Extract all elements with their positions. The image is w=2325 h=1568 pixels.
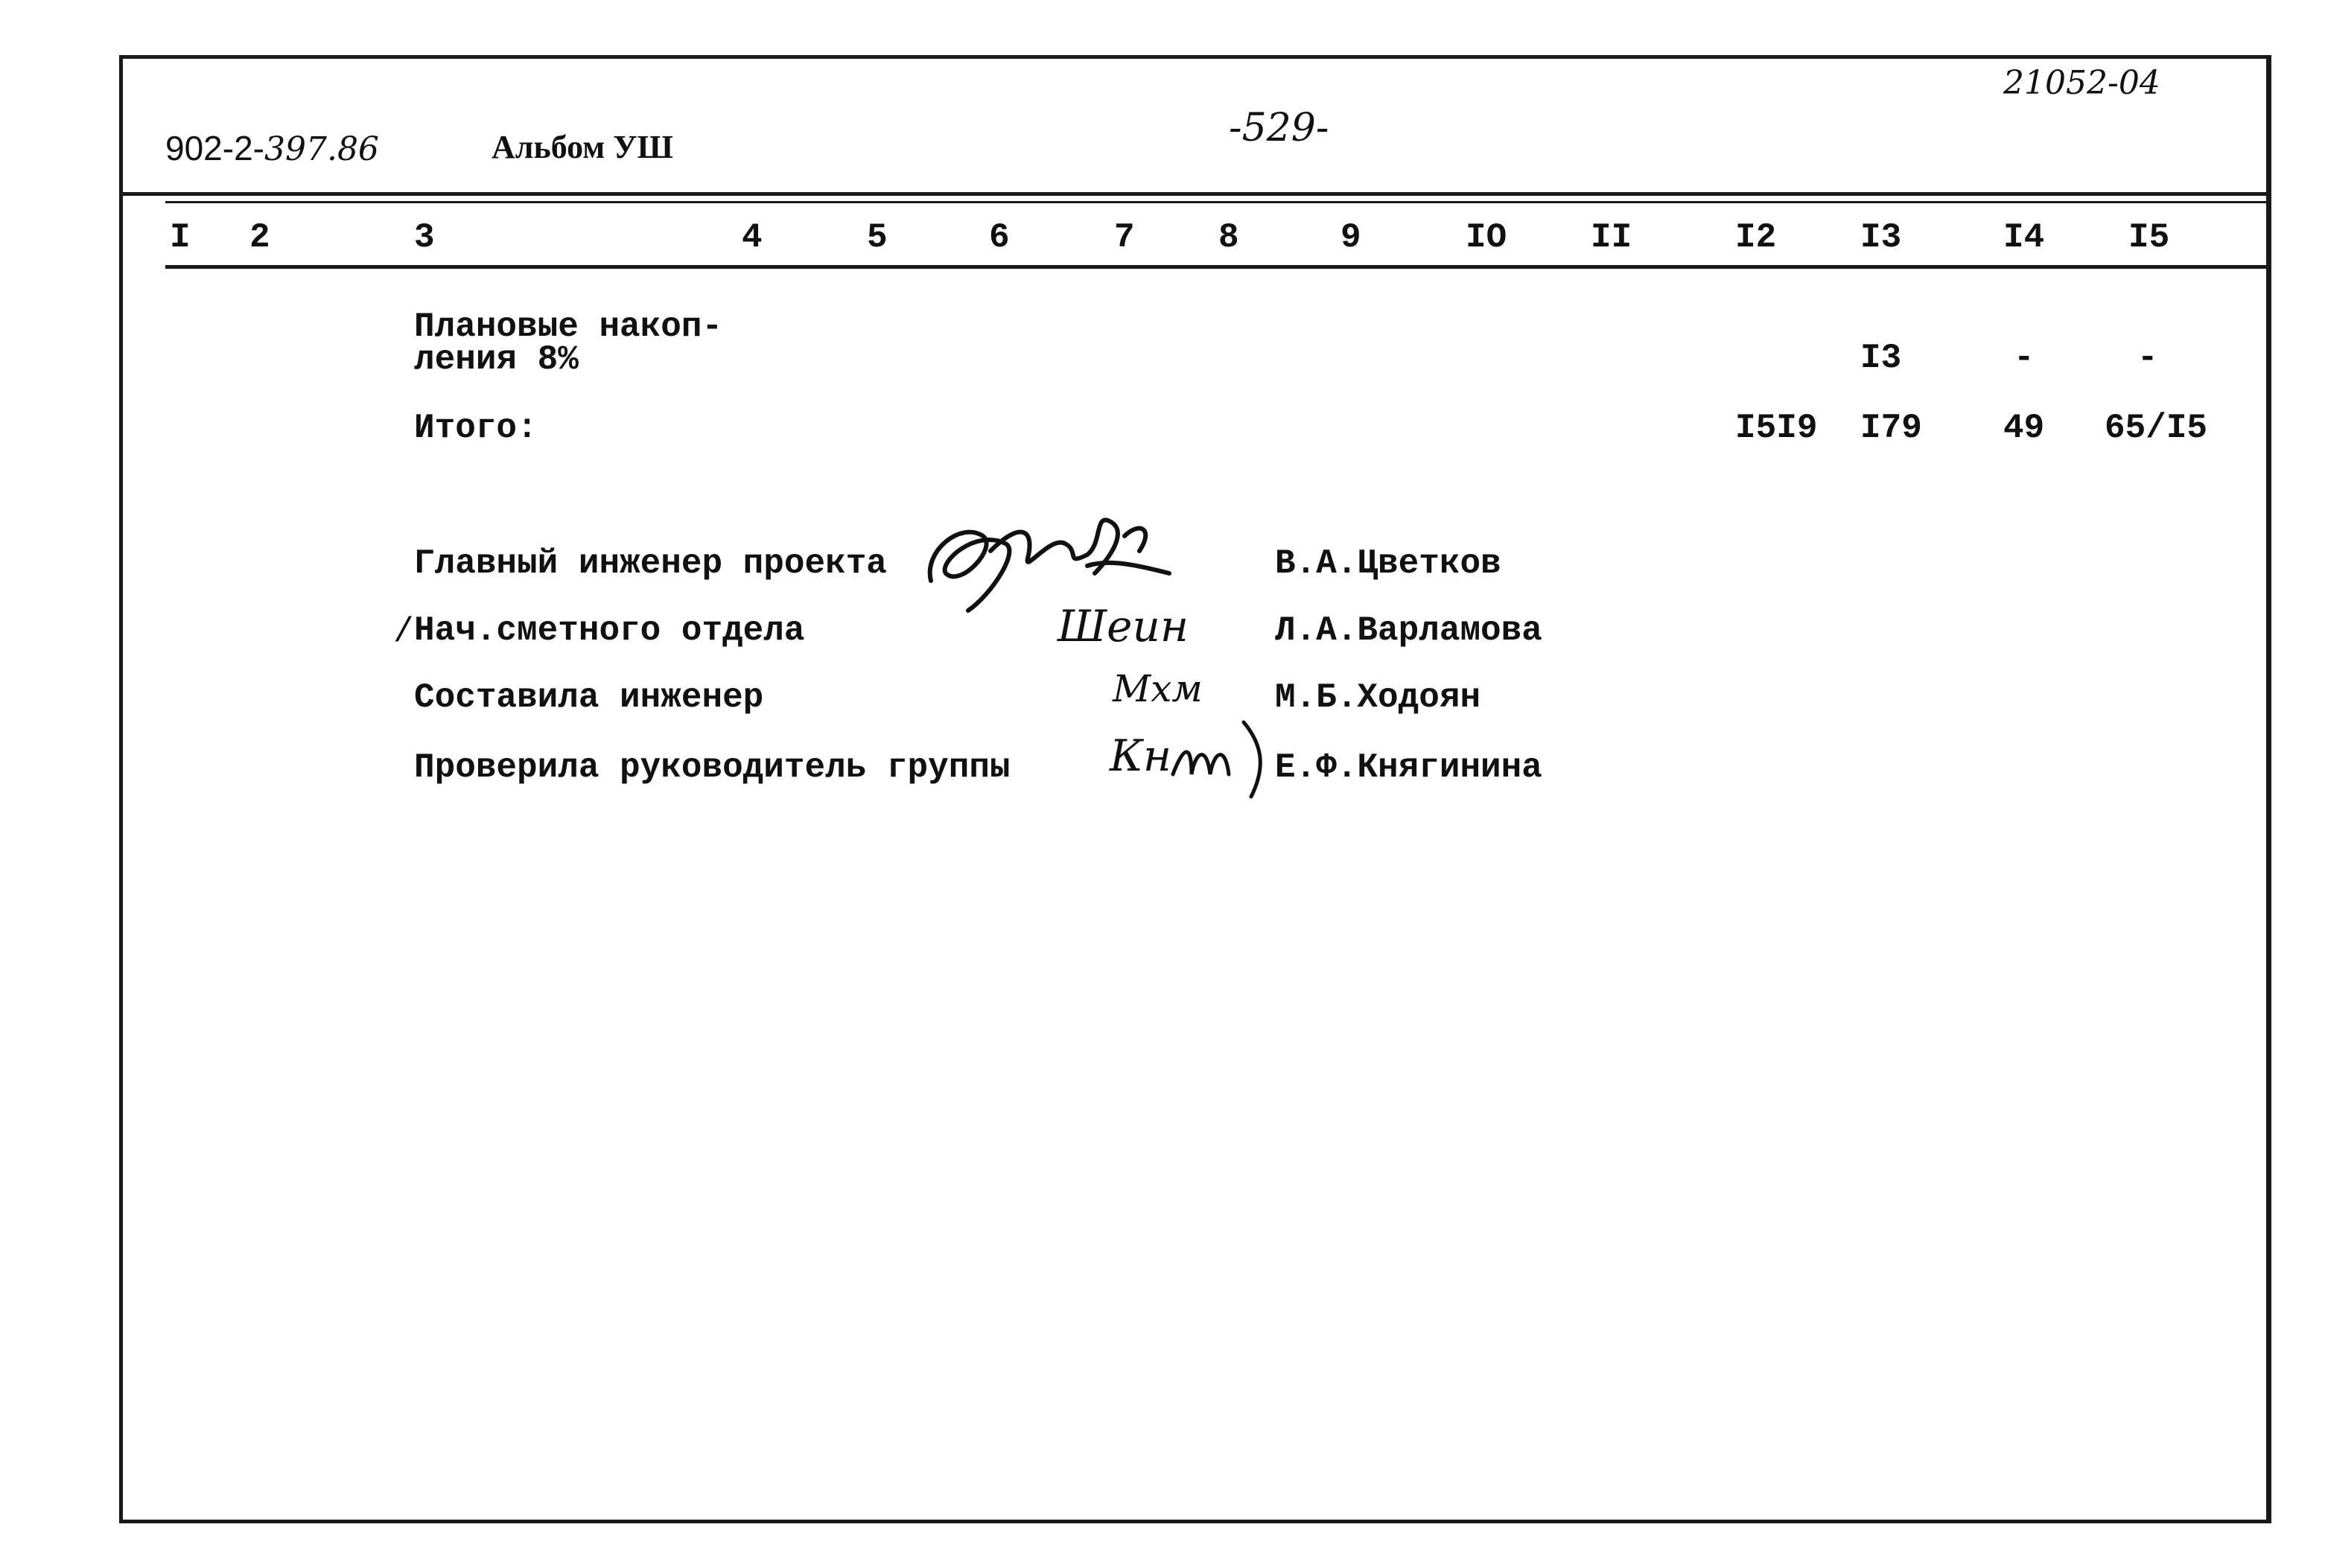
header-rule-top <box>121 192 2271 196</box>
doc-code-handwritten: 397.86 <box>264 130 379 168</box>
inventory-number: 21052-04 <box>2003 64 2160 102</box>
col-8: 8 <box>1218 218 1239 257</box>
col-4: 4 <box>742 218 763 257</box>
album-label: Альбом УШ <box>492 129 673 165</box>
total-label: Итого: <box>414 409 538 447</box>
doc-code <box>165 131 379 166</box>
signature-name: М.Б.Ходоян <box>1275 678 1481 717</box>
signature-name: Л.А.Варламова <box>1275 611 1542 650</box>
signature-chief-engineer <box>916 491 1184 618</box>
col-14: I4 <box>2003 218 2045 257</box>
col-11: II <box>1591 218 1632 257</box>
col-12: I2 <box>1735 218 1777 257</box>
column-header-rule <box>165 265 2271 269</box>
col-10: IO <box>1466 218 1507 257</box>
total-cell-13: I79 <box>1860 409 1922 447</box>
row-cell-15: - <box>2137 339 2158 377</box>
signature-checker: Кн <box>1110 730 1172 781</box>
row-label-line1: Плановые накоп- <box>414 307 723 346</box>
total-cell-14: 49 <box>2003 409 2045 447</box>
row-cell-13: I3 <box>1860 339 1902 377</box>
signature-role: Составила инженер <box>414 678 764 717</box>
col-3: 3 <box>414 218 435 257</box>
row-label-line2: ления 8% <box>414 340 579 379</box>
signature-name: Е.Ф.Княгинина <box>1275 748 1542 787</box>
col-2: 2 <box>249 218 270 257</box>
doc-code-printed: 902-2- <box>165 129 264 168</box>
signature-role: Главный инженер проекта <box>414 544 887 583</box>
col-7: 7 <box>1114 218 1135 257</box>
page-number: -529- <box>1229 106 1329 150</box>
signature-role: Нач.сметного отдела <box>414 611 805 650</box>
total-cell-15: 65/I5 <box>2105 409 2208 447</box>
signature-estimate-head: Шеин <box>1057 601 1189 651</box>
col-5: 5 <box>867 218 888 257</box>
col-13: I3 <box>1860 218 1902 257</box>
row-cell-14: - <box>2014 339 2035 377</box>
signature-compiler: Мхм <box>1113 667 1203 710</box>
total-cell-12: I5I9 <box>1735 409 1818 447</box>
col-6: 6 <box>989 218 1010 257</box>
col-9: 9 <box>1340 218 1361 257</box>
header-rule-bottom <box>165 201 2271 203</box>
col-15: I5 <box>2128 218 2170 257</box>
signature-checker-flourish <box>1169 715 1281 804</box>
signature-role: Проверила руководитель группы <box>414 748 1011 787</box>
col-1: I <box>170 218 191 257</box>
signature-name: В.А.Цветков <box>1275 544 1501 583</box>
margin-tick: / <box>393 613 414 651</box>
